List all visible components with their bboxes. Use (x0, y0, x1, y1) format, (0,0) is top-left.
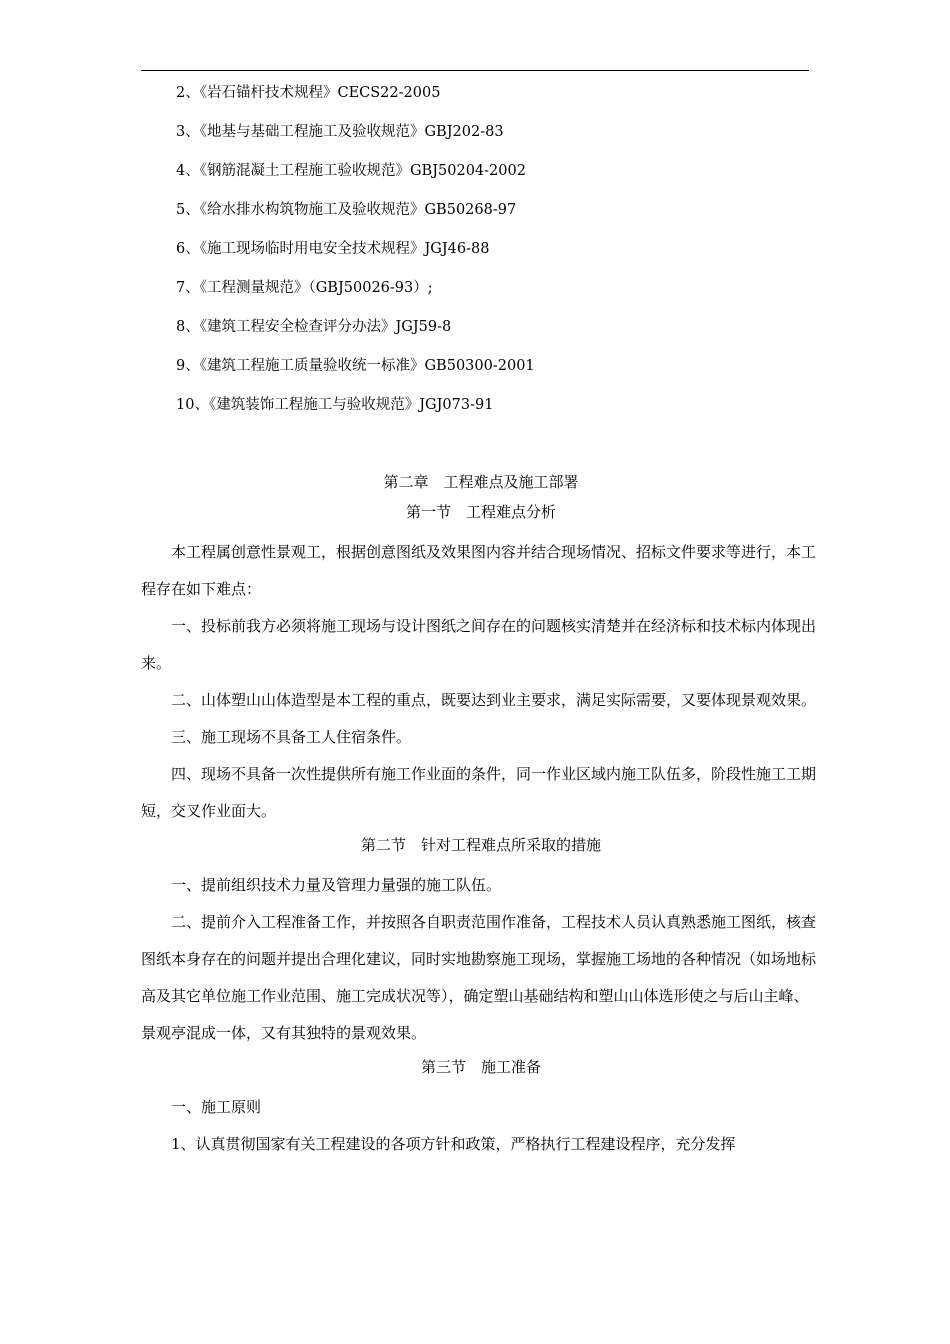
section-1-paragraph: 二、山体塑山山体造型是本工程的重点，既要达到业主要求，满足实际需要，又要体现景观效果。 (171, 691, 817, 709)
section-2-paragraph: 二、提前介入工程准备工作，并按照各自职责范围作准备，工程技术人员认真熟悉施工图纸，核查图纸本身存在的问题并提出合理化建议，同时实地勘察施工现场，掌握施工场地的各种情况（如场地标高及其它单位施工作业范围、施工完成状况等），确定塑山基础结构和塑山山体选形使之与后山主峰、景观亭混成一体，又有其独特的景观效果。 (141, 913, 817, 1042)
reference-item: 6、《施工现场临时用电安全技术规程》JGJ46-88 (176, 241, 490, 257)
section-1-paragraph: 四、现场不具备一次性提供所有施工作业面的条件，同一作业区域内施工队伍多，阶段性施工工期短，交叉作业面大。 (141, 765, 817, 820)
section-3-title: 第三节 施工准备 (420, 1058, 541, 1076)
section-2-paragraph: 一、提前组织技术力量及管理力量强的施工队伍。 (171, 876, 502, 894)
reference-item: 10、《建筑装饰工程施工与验收规范》JGJ073-91 (176, 397, 494, 413)
chapter-title: 第二章 工程难点及施工部署 (383, 473, 579, 491)
chapter-body (141, 471, 821, 1163)
section-1-paragraph: 本工程属创意性景观工，根据创意图纸及效果图内容并结合现场情况、招标文件要求等进行，本工程存在如下难点： (141, 543, 817, 598)
reference-item: 2、《岩石锚杆技术规程》CECS22-2005 (176, 85, 441, 101)
section-3-paragraph: 1、认真贯彻国家有关工程建设的各项方针和政策，严格执行工程建设程序，充分发挥 (171, 1135, 736, 1153)
header-rule (141, 70, 809, 71)
reference-item: 9、《建筑工程施工质量验收统一标准》GB50300-2001 (176, 358, 535, 374)
reference-item: 5、《给水排水构筑物施工及验收规范》GB50268-97 (176, 202, 517, 218)
section-2-title: 第二节 针对工程难点所采取的措施 (360, 836, 601, 854)
reference-item: 8、《建筑工程安全检查评分办法》JGJ59-8 (176, 319, 452, 335)
section-1-paragraph: 三、施工现场不具备工人住宿条件。 (171, 728, 412, 746)
section-1-title: 第一节 工程难点分析 (405, 503, 556, 521)
reference-item: 4、《钢筋混凝土工程施工验收规范》GBJ50204-2002 (176, 163, 526, 179)
section-1-paragraph: 一、投标前我方必须将施工现场与设计图纸之间存在的问题核实清楚并在经济标和技术标内体现出来。 (141, 617, 817, 672)
reference-item: 3、《地基与基础工程施工及验收规范》GBJ202-83 (176, 124, 504, 140)
reference-list (176, 82, 535, 433)
section-3-paragraph: 一、施工原则 (171, 1098, 262, 1116)
reference-item: 7、《工程测量规范》（GBJ50026-93）; (176, 280, 433, 296)
